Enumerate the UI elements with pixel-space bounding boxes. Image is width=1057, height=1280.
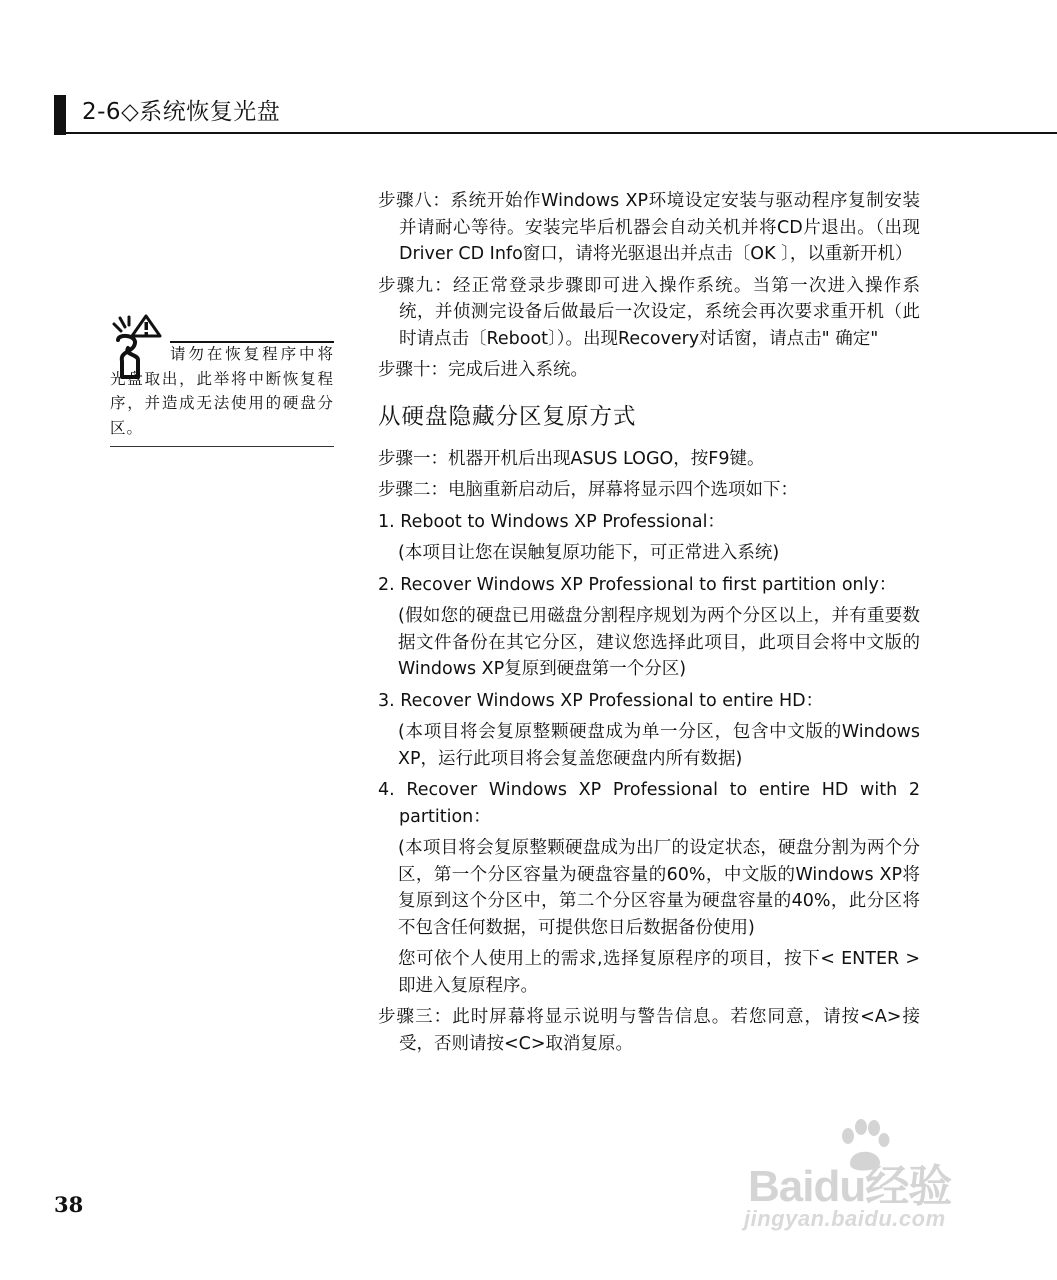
header-accent-bar xyxy=(54,95,66,135)
step-nine-label: 步骤九： xyxy=(378,275,453,296)
step-two-text: 电脑重新启动后，屏幕将显示四个选项如下： xyxy=(448,480,798,500)
note-bottom-rule xyxy=(110,446,334,447)
step-ten-label: 步骤十： xyxy=(378,360,448,380)
step-two xyxy=(378,477,920,504)
step-one-text: 机器开机后出现ASUS LOGO，按F9键。 xyxy=(448,448,765,469)
option-1-title: 1. Reboot to Windows XP Professional： xyxy=(378,511,725,532)
option-4-desc: (本项目将会复原整颗硬盘成为出厂的设定状态，硬盘分割为两个分区，第一个分区容量为硬盘容量的60%，中文版的Windows XP将复原到这个分区中，第二个分区容量为硬盘容量的40%，此分区将不包含任何数据，可提供您日后数据备份使用) xyxy=(398,838,920,938)
main-content xyxy=(378,188,920,1062)
option-2-title: 2. Recover Windows XP Professional to first partition only： xyxy=(378,574,897,595)
step-eight-text: 系统开始作Windows XP环境设定安装与驱动程序复制安装并请耐心等待。安装完毕后机器会自动关机并将CD片退出。（出现Driver CD Info窗口，请将光驱退出并点击〔OK 〕，以重新开机） xyxy=(399,191,920,264)
note-text: 请勿在恢复程序中将光盘取出，此举将中断恢复程序，并造成无法使用的硬盘分区。 xyxy=(110,345,334,437)
option-3-desc: (本项目将会复原整颗硬盘成为单一分区，包含中文版的Windows XP，运行此项目将会复盖您硬盘内所有数据) xyxy=(398,722,920,769)
step-eight-label: 步骤八： xyxy=(378,191,451,211)
option-2-desc: (假如您的硬盘已用磁盘分割程序规划为两个分区以上，并有重要数据文件备份在其它分区，建议您选择此项目，此项目会将中文版的Windows XP复原到硬盘第一个分区) xyxy=(398,606,920,679)
step-nine-text: 经正常登录步骤即可进入操作系统。当第一次进入操作系统，并侦测完设备后做最后一次设定，系统会再次要求重开机（此时请点击〔Reboot〕）。出现Recovery对话窗，请点击" 确定" xyxy=(399,275,921,349)
option-1-desc: (本项目让您在误触复原功能下，可正常进入系统) xyxy=(398,543,780,563)
watermark-brand: Baidu经验 xyxy=(748,1162,952,1211)
step-three-text: 此时屏幕将显示说明与警告信息。若您同意，请按<A>接受，否则请按<C>取消复原。 xyxy=(399,1007,921,1054)
hd-recovery-section-title: 从硬盘隐藏分区复原方式 xyxy=(378,403,637,430)
step-eight xyxy=(378,188,920,268)
step-two-label: 步骤二： xyxy=(378,480,448,500)
step-ten xyxy=(378,357,920,384)
step-one xyxy=(378,446,920,473)
option-3-title: 3. Recover Windows XP Professional to entire HD： xyxy=(378,690,824,711)
step-one-label: 步骤一： xyxy=(378,448,448,469)
step-three-label: 步骤三： xyxy=(378,1007,453,1027)
watermark-url: jingyan.baidu.com xyxy=(744,1206,946,1231)
page-number: 38 xyxy=(54,1192,84,1217)
step-ten-text: 完成后进入系统。 xyxy=(448,360,588,380)
baidu-watermark xyxy=(736,1118,996,1242)
choose-instruction: 您可依个人使用上的需求,选择复原程序的项目，按下< ENTER >即进入复原程序。 xyxy=(398,949,920,996)
option-4-title: 4. Recover Windows XP Professional to entire HD with 2 partition： xyxy=(378,780,920,827)
step-nine xyxy=(378,273,920,353)
header-rule xyxy=(54,132,1057,134)
section-header-title: 2-6◇系统恢复光盘 xyxy=(82,99,281,125)
step-three xyxy=(378,1004,920,1057)
